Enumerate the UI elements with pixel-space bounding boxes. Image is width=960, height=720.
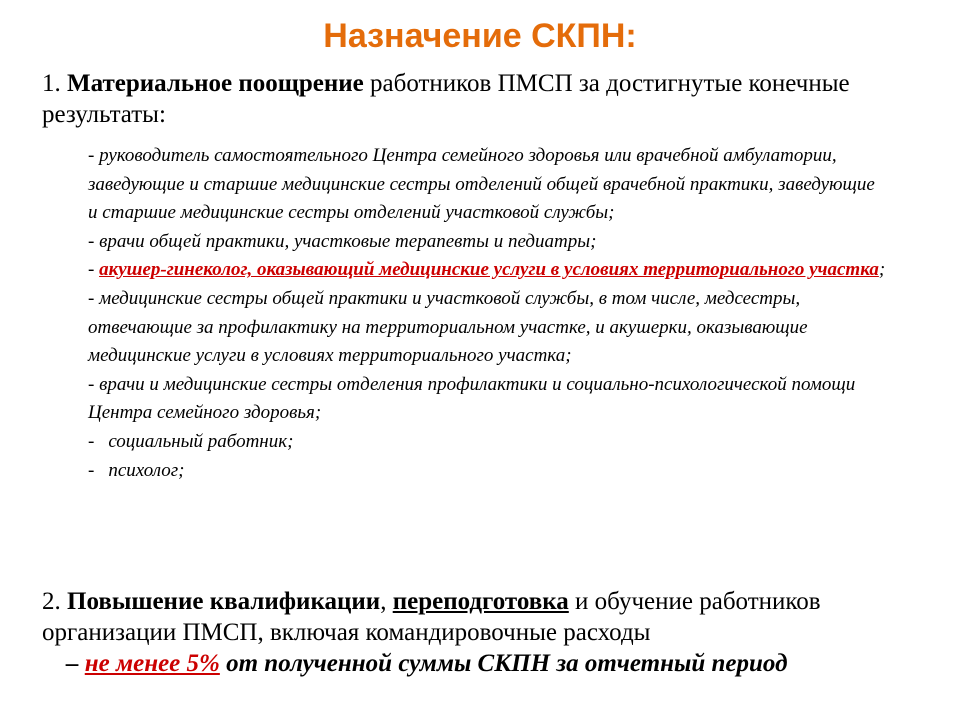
- percentage-highlight: не менее 5%: [84, 650, 220, 677]
- item-2: 2. Повышение квалификации, переподготовка и обучение работников организации ПМСП, включая командировочные расходы – не менее 5% от полученной суммы СКПН за отчетный период: [42, 588, 821, 677]
- list-item: - руководитель самостоятельного Центра семейного здоровья или врачебной амбулатории, заведующие и старшие медицинские сестры отделений общей врачебной практики, заведующие и старшие медицинские сестры отделений участковой службы;: [88, 145, 875, 224]
- highlighted-text: акушер-гинеколог, оказывающий медицинские услуги в условиях территориального участка: [99, 259, 879, 281]
- item-2-underlined-term: переподготовка: [392, 588, 569, 615]
- list-item: - врачи общей практики, участковые терапевты и педиатры;: [88, 230, 597, 252]
- item-1-text: работников ПМСП за достигнутые конечные результаты:: [42, 70, 850, 128]
- item-1-number: 1.: [42, 70, 61, 97]
- item-2-text: и обучение работников организации ПМСП, включая командировочные расходы: [42, 588, 821, 646]
- slide-title: Назначение СКПН:: [323, 17, 637, 55]
- item-2-condition: – не менее 5% от полученной суммы СКПН за отчетный период: [66, 650, 788, 677]
- list-item: - психолог;: [88, 459, 185, 481]
- list-item: - медицинские сестры общей практики и участковой службы, в том числе, медсестры, отвечающие за профилактику на территориальном участке, и акушерки, оказывающие медицинские услуги в условиях территориального участка;: [88, 287, 808, 367]
- item-2-bold-heading: Повышение квалификации: [67, 588, 381, 615]
- item-1: [42, 68, 922, 130]
- item-1-bold-heading: Материальное поощрение: [67, 70, 364, 97]
- list-item: - социальный работник;: [88, 430, 294, 452]
- list-item: - врачи и медицинские сестры отделения профилактики и социально-психологической помощи Центра семейного здоровья;: [88, 373, 856, 424]
- recipients-list: [88, 142, 888, 485]
- item-2-number: 2.: [42, 588, 61, 615]
- list-item: - акушер-гинеколог, оказывающий медицинские услуги в условиях территориального участка;: [88, 259, 886, 281]
